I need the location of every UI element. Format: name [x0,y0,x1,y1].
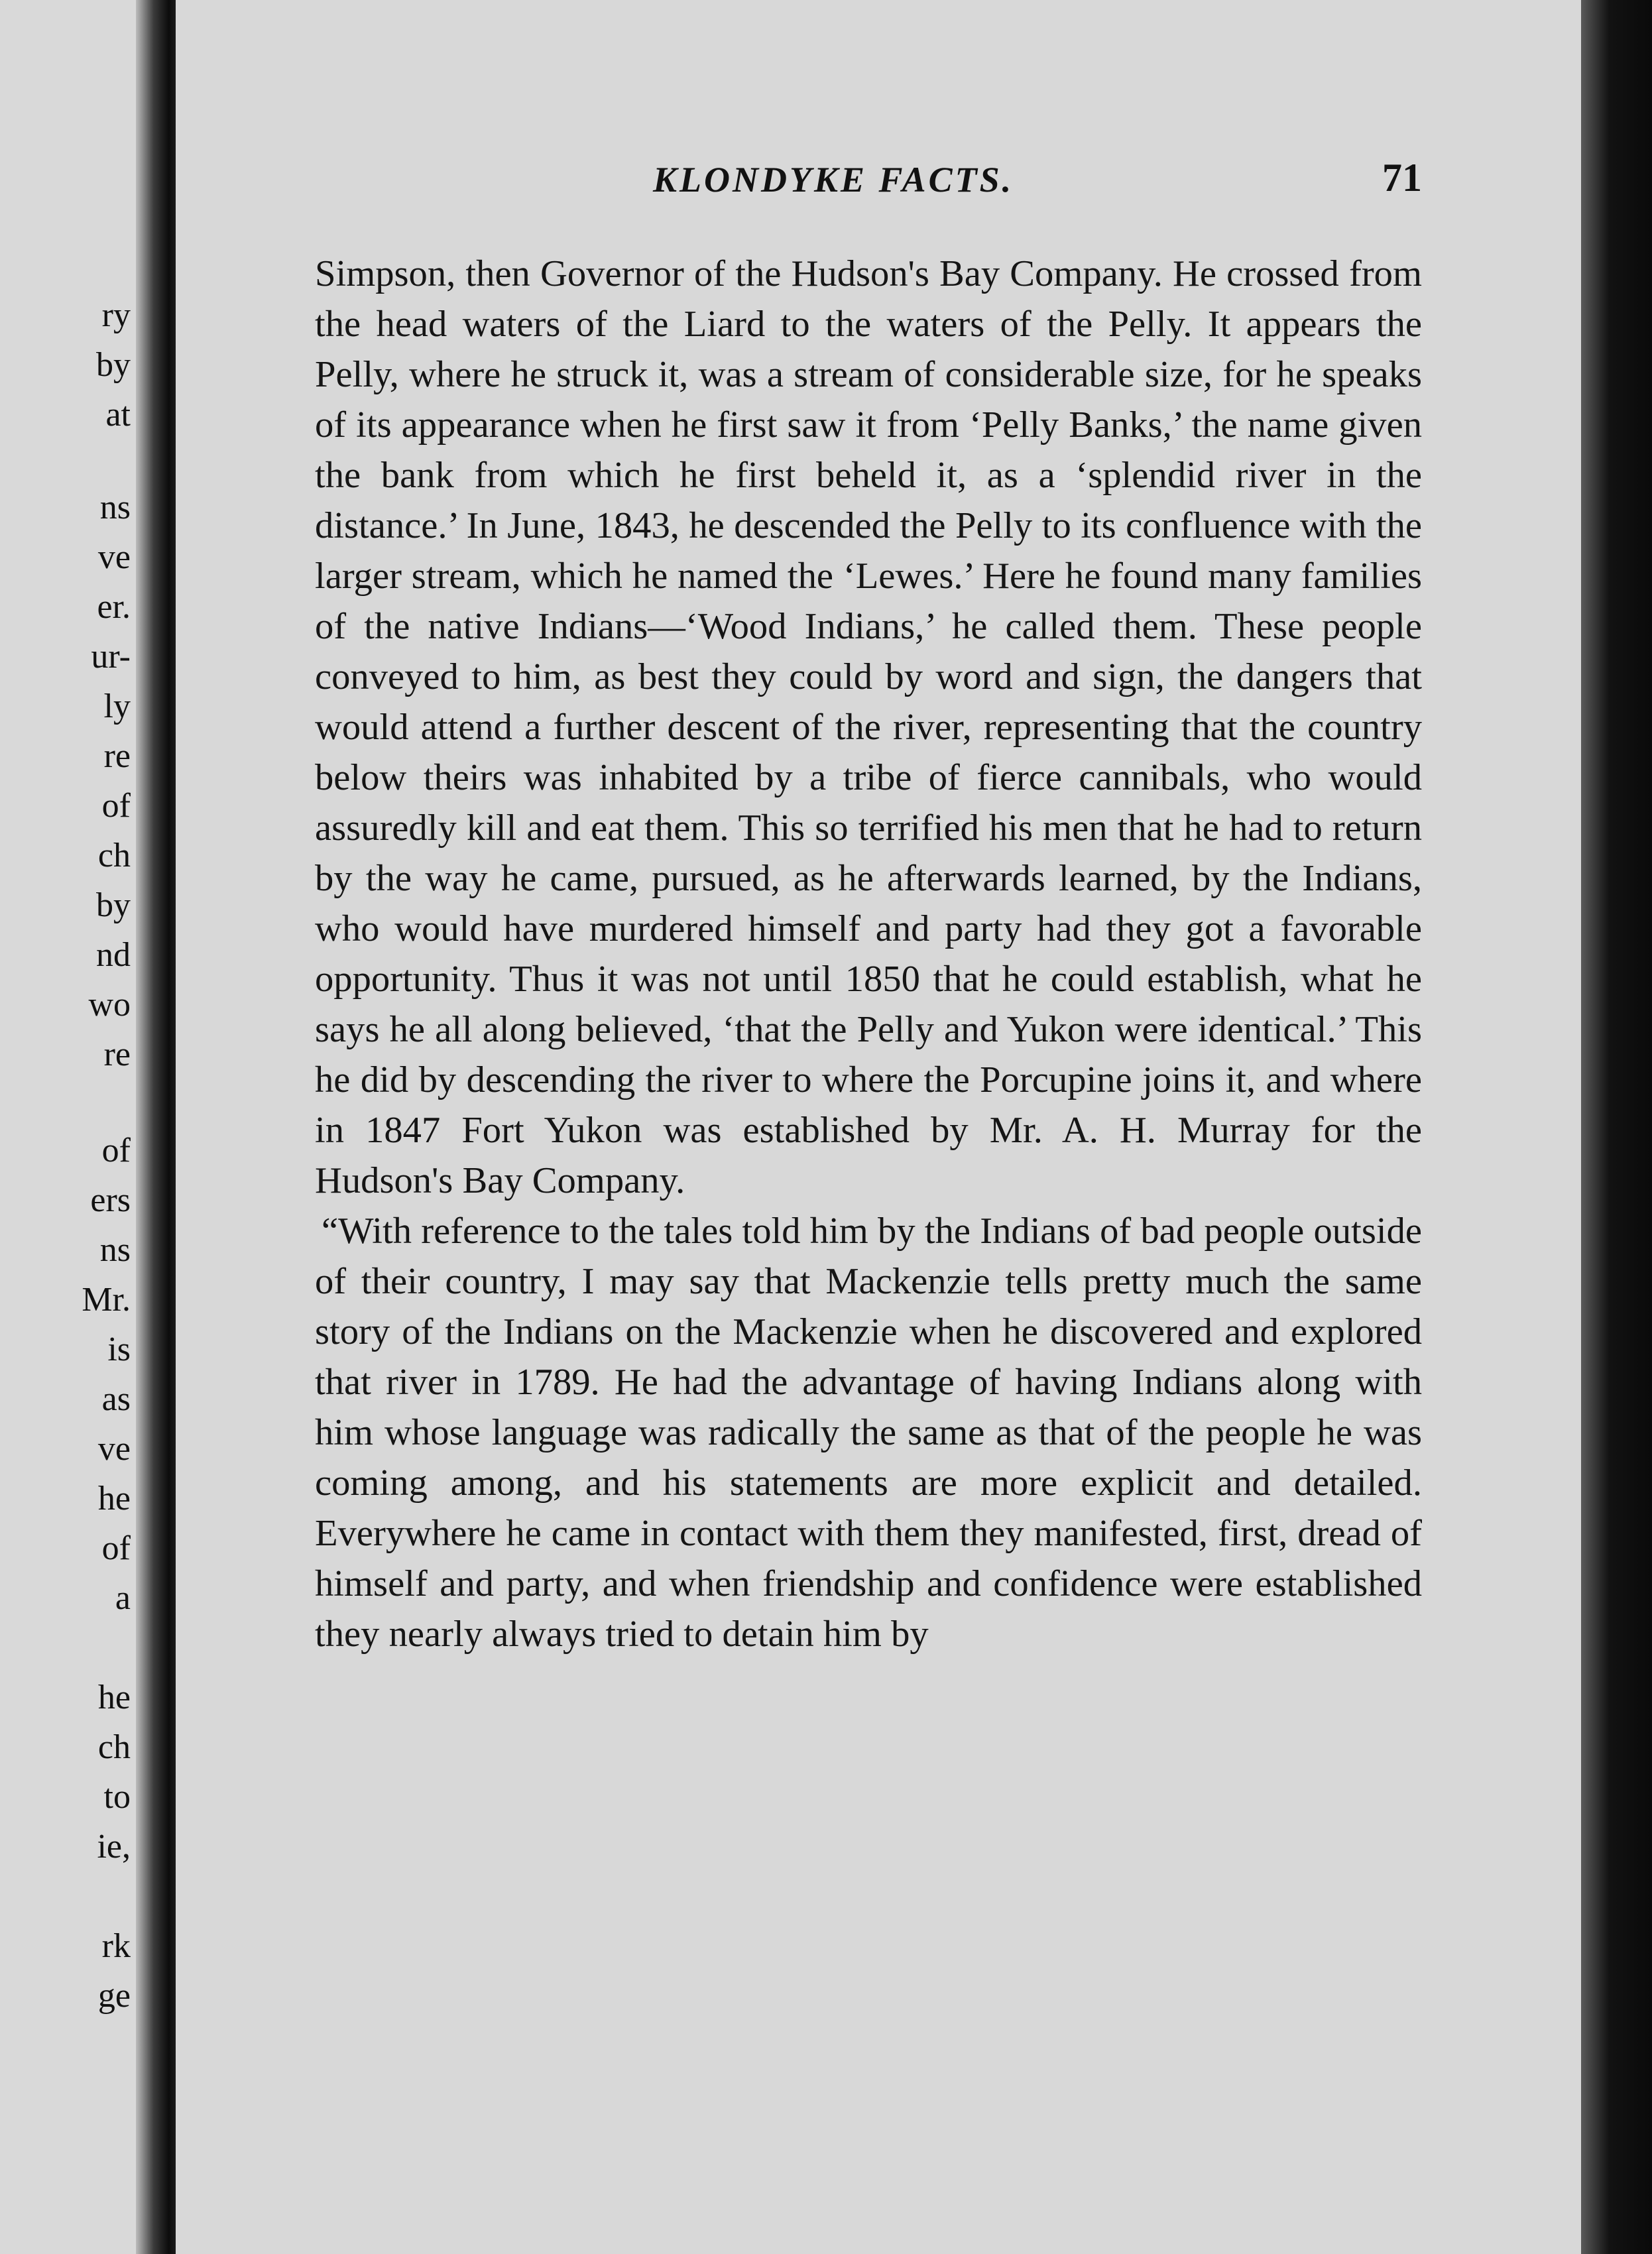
facing-page-fragment: ch [97,837,131,874]
facing-page-fragment: of [101,1529,131,1567]
facing-page-fragment: ur- [91,638,131,676]
facing-page-text-fragments [0,0,136,2254]
book-page [176,0,1581,2254]
facing-page-fragment: by [96,886,131,924]
facing-page-fragment: by [96,346,131,384]
facing-page-fragment: of [101,787,131,825]
facing-page-fragment: ge [97,1977,131,2015]
facing-page-fragment: nd [96,936,131,974]
page-edge-shadow [1581,0,1652,2254]
facing-page-fragment: at [105,396,131,434]
facing-page-fragment: ve [97,1430,131,1468]
facing-page-fragment: to [103,1778,131,1816]
page-body [315,249,1422,1659]
facing-page-fragment: re [103,1036,131,1073]
facing-page-fragment: he [97,1480,131,1517]
facing-page-fragment: ie, [97,1828,131,1866]
facing-page-fragment: rk [101,1927,131,1965]
page-number: 71 [1382,156,1422,200]
facing-page-fragment: ns [99,1231,131,1269]
facing-page [0,0,136,2254]
facing-page-fragment: ly [103,687,131,725]
paragraph: Simpson, then Governor of the Hudson's Bay Company. He crossed from the head waters of the Liard to the waters of the Pelly. It appears the Pelly, where he struck it, was a stream of considerable size, for he speaks of its appearance when he first saw it from ‘Pelly Banks,’ the name given the bank from which he first beheld it, as a ‘splendid river in the distance.’ In June, 1843, he descended the Pelly to its confluence with the larger stream, which he named the ‘Lewes.’ Here he found many families of the native Indians—‘Wood Indians,’ he called them. These people conveyed to him, as best they could by word and sign, the dangers that would attend a further descent of the river, representing that the country below theirs was inhabited by a tribe of fierce cannibals, who would assuredly kill and eat them. This so terrified his men that he had to return by the way he came, pursued, as he afterwards learned, by the Indians, who would have murdered himself and party had they got a favorable opportunity. Thus it was not until 1850 that he could establish, what he says he all along believed, ‘that the Pelly and Yukon were identical.’ This he did by descending the river to where the Porcupine joins it, and where in 1847 Fort Yukon was established by Mr. A. H. Murray for the Hudson's Bay Company. [315,253,1422,1201]
facing-page-fragment: er. [97,588,131,626]
facing-page-fragment: ers [90,1181,131,1219]
paragraph: “With reference to the tales told him by the Indians of bad people outside of their country, I may say that Mackenzie tells pretty much the same story of the Indians on the Mackenzie when he discovered and explored that river in 1789. He had the advantage of having Indians along with him whose language was radically the same as that of the people he was coming among, and his statements are more explicit and detailed. Everywhere he came in contact with them they manifested, first, dread of himself and party, and when friendship and confidence were established they nearly always tried to detain him by [315,1211,1422,1655]
facing-page-fragment: is [107,1331,131,1368]
facing-page-fragment: ns [99,489,131,526]
facing-page-fragment: Mr. [82,1281,131,1319]
running-head: KLONDYKE FACTS. [653,160,1014,200]
facing-page-fragment: a [115,1579,131,1617]
facing-page-fragment: ry [101,296,131,334]
facing-page-fragment: of [101,1132,131,1169]
facing-page-fragment: as [101,1380,131,1418]
facing-page-fragment: ch [97,1728,131,1766]
page-header [176,156,1422,206]
facing-page-fragment: ve [97,538,131,576]
facing-page-fragment: he [97,1679,131,1716]
facing-page-fragment: wo [88,986,131,1024]
facing-page-fragment: re [103,737,131,775]
